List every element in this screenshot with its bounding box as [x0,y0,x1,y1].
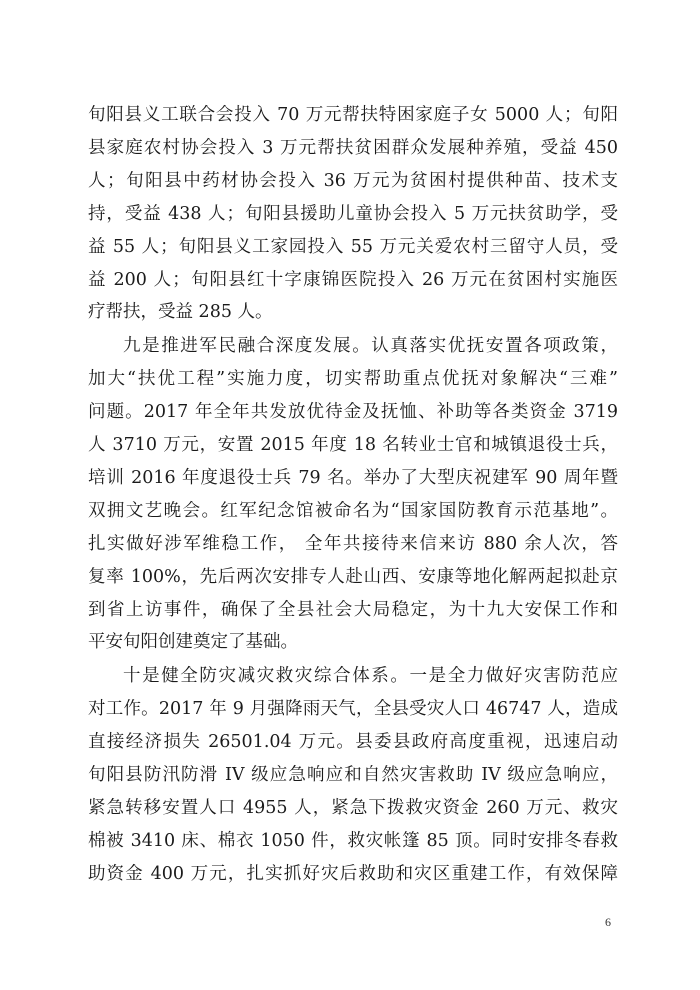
text-line: 问题。2017 年全年共发放优待金及抚恤、补助等各类资金 3719 [88,402,618,422]
text-line: 持，受益 438 人；旬阳县援助儿童协会投入 5 万元扶贫助学，受 [88,204,618,224]
text-line: 平安旬阳创建奠定了基础。 [88,632,298,652]
text-line: 对工作。2017 年 9 月强降雨天气，全县受灾人口 46747 人，造成 [88,699,618,719]
text-line: 直接经济损失 26501.04 万元。县委县政府高度重视，迅速启动 [88,732,618,752]
page-number: 6 [605,915,611,929]
text-line: 县家庭农村协会投入 3 万元帮扶贫困群众发展种养殖，受益 450 [88,138,618,158]
text-line: 益 55 人；旬阳县义工家园投入 55 万元关爱农村三留守人员，受 [88,237,618,257]
text-line: 加大“扶优工程”实施力度，切实帮助重点优抚对象解决“三难” [88,369,618,389]
text-line: 十是健全防灾减灾救灾综合体系。一是全力做好灾害防范应 [123,666,618,686]
text-line: 旬阳县防汛防滑 IV 级应急响应和自然灾害救助 IV 级应急响应， [88,765,618,785]
text-line: 益 200 人；旬阳县红十字康锦医院投入 26 万元在贫困村实施医 [88,270,618,290]
text-line: 助资金 400 万元，扎实抓好灾后救助和灾区重建工作，有效保障 [88,864,618,884]
text-line: 人 3710 万元，安置 2015 年度 18 名转业士官和城镇退役士兵， [88,435,618,455]
text-line: 扎实做好涉军维稳工作， 全年共接待来信来访 880 余人次，答 [88,534,618,554]
text-line: 疗帮扶，受益 285 人。 [88,302,273,322]
text-line: 旬阳县义工联合会投入 70 万元帮扶特困家庭子女 5000 人；旬阳 [88,105,618,125]
text-line: 复率 100%，先后两次安排专人赴山西、安康等地化解两起拟赴京 [88,567,618,587]
text-line: 紧急转移安置人口 4955 人，紧急下拨救灾资金 260 万元、救灾 [88,798,618,818]
text-line: 到省上访事件，确保了全县社会大局稳定，为十九大安保工作和 [88,600,618,620]
text-line: 双拥文艺晚会。红军纪念馆被命名为“国家国防教育示范基地”。 [88,501,618,521]
text-line: 人；旬阳县中药材协会投入 36 万元为贫困村提供种苗、技术支 [88,171,618,191]
text-line: 棉被 3410 床、棉衣 1050 件，救灾帐篷 85 顶。同时安排冬春救 [88,831,618,851]
text-line: 培训 2016 年度退役士兵 79 名。举办了大型庆祝建军 90 周年暨 [88,468,618,488]
text-line: 九是推进军民融合深度发展。认真落实优抚安置各项政策， [123,336,618,356]
